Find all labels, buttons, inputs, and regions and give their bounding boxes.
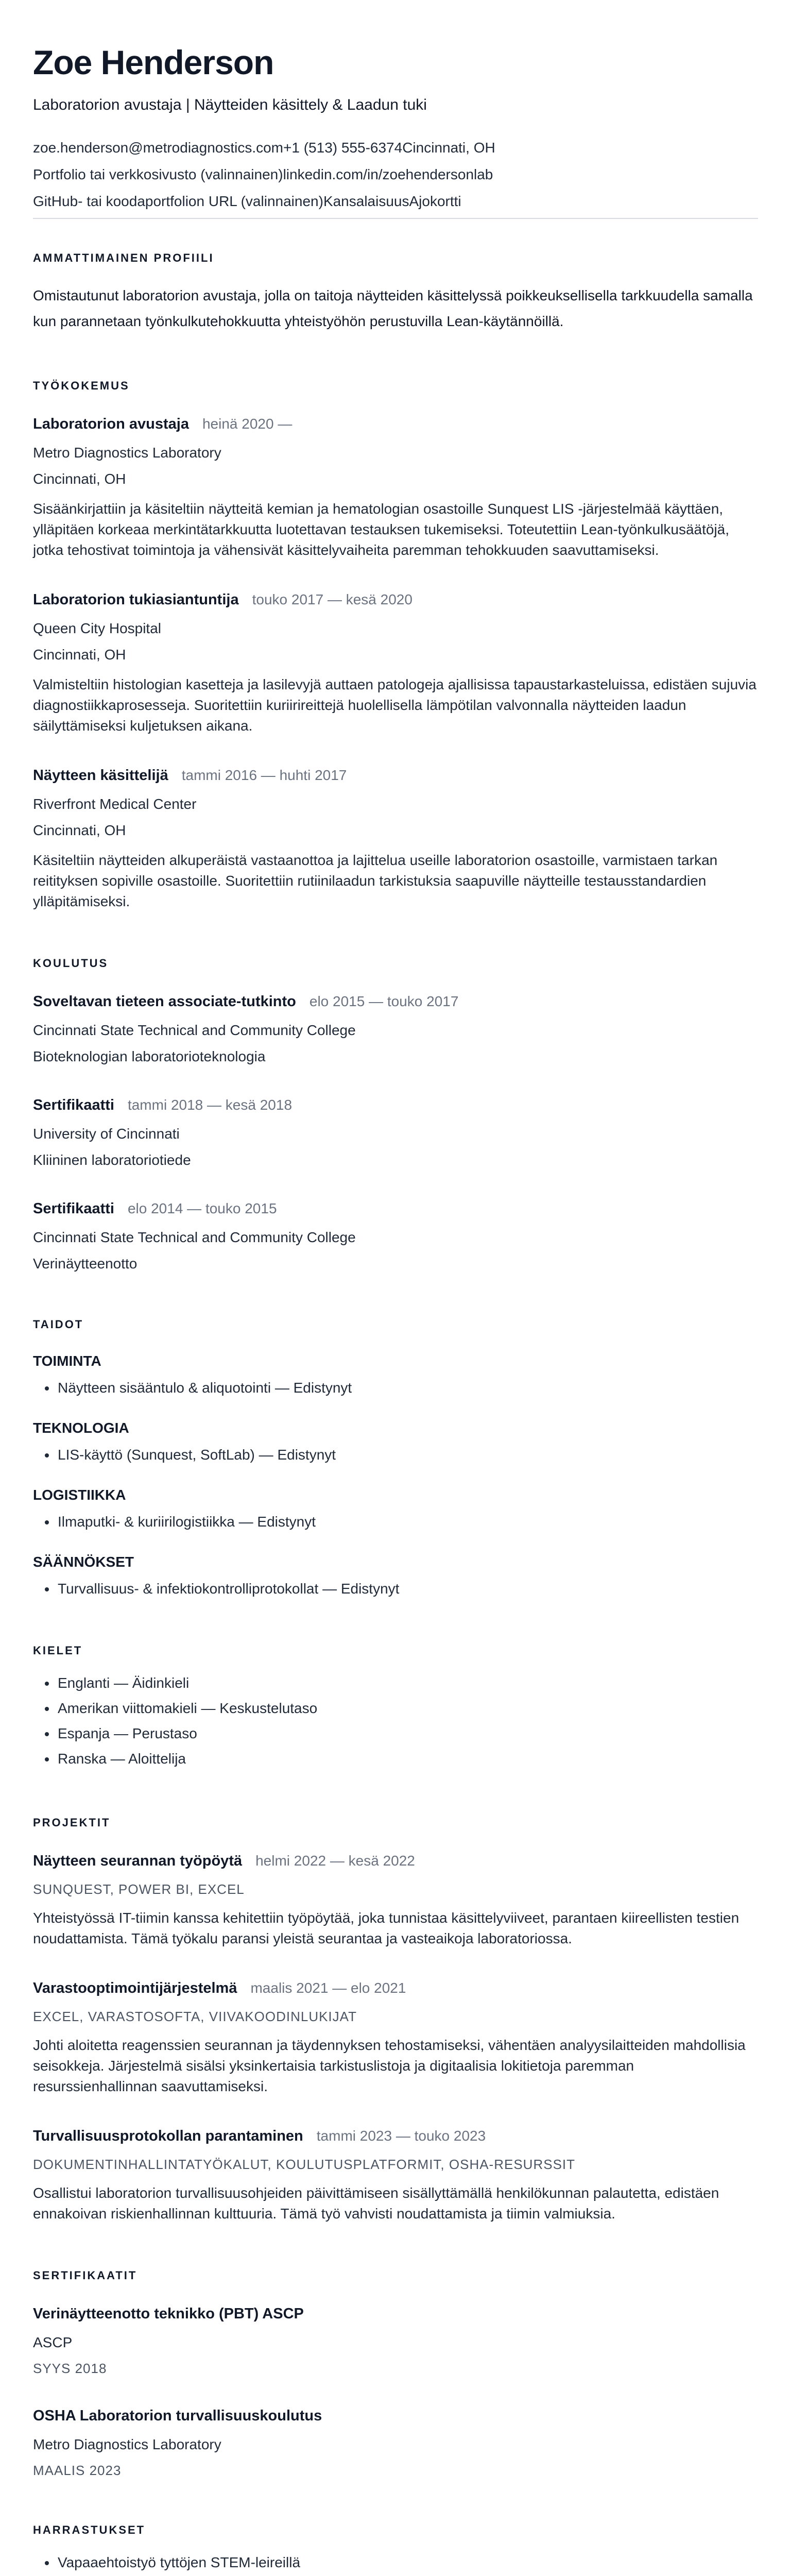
project-item — [33, 1852, 758, 1949]
experience-title-row — [33, 766, 758, 787]
education-title-row — [33, 992, 758, 1013]
github-label: GitHub- tai koodaportfolion URL (valinnainen) — [33, 193, 323, 209]
job-title: Laboratorion avustaja — [33, 416, 189, 433]
certification-date: MAALIS 2023 — [33, 2463, 122, 2479]
section-heading-languages: KIELET — [33, 1643, 83, 1657]
job-description: Käsiteltiin näytteiden alkuperäistä vastaanottoa ja lajittelua useille laboratorion osastoille, varmistaen tarkan reitityksen sopiville osastoille. Suoritettiin rutiinilaadun tarkistuksia saapuville näytteille testausstandardien ylläpitämiseksi. — [33, 852, 718, 910]
contact-line-primary — [33, 134, 758, 161]
certification-title-row — [33, 2406, 758, 2428]
education-item — [33, 992, 758, 1066]
section-profile — [33, 252, 758, 334]
experience-title-row — [33, 415, 758, 436]
certification-item — [33, 2304, 758, 2377]
job-title: Laboratorion tukiasiantuntija — [33, 591, 239, 608]
project-title: Varastooptimointijärjestelmä — [33, 1979, 237, 1996]
skill-category-label: LOGISTIIKKA — [33, 1486, 126, 1503]
contact-block — [33, 134, 758, 215]
job-location: Cincinnati, OH — [33, 471, 126, 487]
skill-item: • Turvallisuus- & infektiokontrolliprotokollat — Edistynyt — [57, 1579, 758, 1599]
project-tools: EXCEL, VARASTOSOFTA, VIIVAKOODINLUKIJAT — [33, 2008, 357, 2024]
language-item: • Ranska — Aloittelija — [57, 1746, 758, 1771]
section-heading-profile: AMMATTIMAINEN PROFIILI — [33, 251, 214, 264]
education-date-range: elo 2015 — touko 2017 — [309, 993, 459, 1010]
certification-org: Metro Diagnostics Laboratory — [33, 2436, 221, 2453]
contact-line-misc — [33, 188, 758, 215]
language-item: • Englanti — Äidinkieli — [57, 1670, 758, 1696]
school-name: University of Cincinnati — [33, 1126, 180, 1142]
skill-category — [33, 1487, 758, 1532]
skill-category-label: TOIMINTA — [33, 1352, 101, 1369]
project-tools: DOKUMENTINHALLINTATYÖKALUT, KOULUTUSPLATFORMIT, OSHA-RESURSSIT — [33, 2156, 576, 2172]
section-experience — [33, 380, 758, 912]
project-title-row — [33, 1979, 758, 2000]
skill-category — [33, 1420, 758, 1465]
field-of-study: Kliininen laboratoriotiede — [33, 1152, 191, 1168]
skill-category — [33, 1353, 758, 1398]
job-headline: Laboratorion avustaja | Näytteiden käsittely & Laadun tuki — [33, 96, 427, 114]
language-item: • Espanja — Perustaso — [57, 1721, 758, 1746]
project-description: Yhteistyössä IT-tiimin kanssa kehitettiin työpöytää, joka tunnistaa käsittelyviiveet, parantaen kiireellisten testien noudattamista. Tämä työkalu paransi yleistä seurantaa ja vasteaikoja laboratoriossa. — [33, 1909, 740, 1946]
section-heading-experience: TYÖKOKEMUS — [33, 379, 130, 392]
skill-category — [33, 1554, 758, 1599]
certification-title: OSHA Laboratorion turvallisuuskoulutus — [33, 2408, 322, 2425]
job-date-range: touko 2017 — kesä 2020 — [252, 591, 412, 608]
degree-title: Soveltavan tieteen associate-tutkinto — [33, 993, 296, 1010]
header-divider — [33, 218, 758, 219]
citizenship-label: Kansalaisuus — [323, 193, 409, 209]
skill-item: • LIS-käyttö (Sunquest, SoftLab) — Edistynyt — [57, 1445, 758, 1465]
section-skills — [33, 1318, 758, 1599]
skill-list — [33, 1579, 758, 1599]
project-title-row — [33, 2127, 758, 2148]
section-heading-skills: TAIDOT — [33, 1318, 84, 1331]
project-description: Osallistui laboratorion turvallisuusohjeiden päivittämiseen sisällyttämällä henkilökunnan palautetta, edistäen ennakoivan riskienhallinnan kulttuuria. Tämä työ vahvisti noudattamista ja tiimin valmiuksia. — [33, 2184, 719, 2222]
job-date-range: heinä 2020 — — [202, 416, 293, 432]
license-label: Ajokortti — [409, 193, 461, 209]
section-hobbies — [33, 2524, 758, 2576]
project-date-range: maalis 2021 — elo 2021 — [250, 1979, 406, 1996]
degree-title: Sertifikaatti — [33, 1097, 114, 1114]
certification-date: SYYS 2018 — [33, 2361, 107, 2377]
section-heading-projects: PROJEKTIT — [33, 1816, 111, 1829]
job-description: Valmisteltiin histologian kasetteja ja lasilevyjä auttaen patologeja ajallisissa tapaustarkasteluissa, edistäen sujuvia diagnostiikkaprosesseja. Suoritettiin kuriirireittejä huolellisella lämpötilan valvonnalla näytteiden laadun säilyttämiseksi kuljetuksen aikana. — [33, 676, 756, 734]
certification-title: Verinäytteenotto teknikko (PBT) ASCP — [33, 2306, 304, 2323]
field-of-study: Bioteknologian laboratorioteknologia — [33, 1048, 266, 1065]
section-heading-education: KOULUTUS — [33, 957, 109, 970]
school-name: Cincinnati State Technical and Community College — [33, 1022, 356, 1039]
website-label: Portfolio tai verkkosivusto (valinnainen) — [33, 166, 283, 182]
experience-item — [33, 415, 758, 561]
experience-item — [33, 590, 758, 736]
education-item — [33, 1096, 758, 1170]
project-title-row — [33, 1852, 758, 1873]
education-date-range: elo 2014 — touko 2015 — [127, 1200, 277, 1217]
language-list — [33, 1670, 758, 1771]
phone-text: +1 (513) 555-6374 — [283, 139, 403, 156]
education-title-row — [33, 1199, 758, 1221]
contact-line-website — [33, 161, 758, 188]
skill-list — [33, 1512, 758, 1532]
hobby-item — [57, 2575, 758, 2576]
skill-item: • Ilmaputki- & kuriirilogistiikka — Edistynyt — [57, 1512, 758, 1532]
field-of-study: Verinäytteenotto — [33, 1256, 137, 1272]
hobby-list — [33, 2550, 758, 2576]
resume-header — [33, 44, 758, 219]
language-item: • Amerikan viittomakieli — Keskustelutaso — [57, 1696, 758, 1721]
job-title: Näytteen käsittelijä — [33, 767, 168, 784]
section-projects — [33, 1817, 758, 2224]
job-description: Sisäänkirjattiin ja käsiteltiin näytteitä kemian ja hematologian osastoille Sunquest LIS -järjestelmää käyttäen, ylläpitäen korkeaa merkintätarkkuutta luotettavan testauksen tukemiseksi. Toteutettiin Lean-työnkulkusäätöjä, jotka tehostivat toimintoja ja vähensivät käsittelyvaiheita paremman tehokkuuden saavuttamiseksi. — [33, 501, 730, 558]
skill-category-label: SÄÄNNÖKSET — [33, 1553, 134, 1570]
certification-item — [33, 2406, 758, 2479]
location-text: Cincinnati, OH — [402, 139, 495, 156]
project-tools: SUNQUEST, POWER BI, EXCEL — [33, 1881, 245, 1897]
job-location: Cincinnati, OH — [33, 822, 126, 839]
email-text: zoe.henderson@metrodiagnostics.com — [33, 139, 284, 156]
education-date-range: tammi 2018 — kesä 2018 — [127, 1097, 293, 1113]
certification-title-row — [33, 2304, 758, 2326]
section-education — [33, 957, 758, 1273]
job-company: Queen City Hospital — [33, 620, 162, 637]
section-heading-hobbies: HARRASTUKSET — [33, 2523, 146, 2537]
project-item — [33, 2127, 758, 2224]
job-company: Riverfront Medical Center — [33, 796, 197, 812]
job-company: Metro Diagnostics Laboratory — [33, 445, 221, 461]
certification-org: ASCP — [33, 2334, 73, 2351]
skill-list — [33, 1378, 758, 1398]
project-description: Johti aloitetta reagenssien seurannan ja täydennyksen tehostamiseksi, vähentäen analyysilaitteiden mahdollisia seisokkeja. Järjestelmä sisälsi yksinkertaisia tarkistuslistoja ja digitaalisia lokitietoja paremman resurssienhallinnan saavuttamiseksi. — [33, 2037, 746, 2094]
education-title-row — [33, 1096, 758, 1117]
skill-item: • Näytteen sisääntulo & aliquotointi — Edistynyt — [57, 1378, 758, 1398]
project-date-range: tammi 2023 — touko 2023 — [316, 2127, 486, 2144]
experience-title-row — [33, 590, 758, 612]
project-date-range: helmi 2022 — kesä 2022 — [255, 1852, 415, 1869]
profile-summary-text: Omistautunut laboratorion avustaja, jolla on taitoja näytteiden käsittelyssä poikkeuksellisella tarkkuudella samalla kun parannetaan työnkulkutehokkuutta yhteistyöhön perustuvilla Lean-käytännöillä. — [33, 287, 753, 329]
page-title: Zoe Henderson — [33, 43, 274, 81]
school-name: Cincinnati State Technical and Community College — [33, 1229, 356, 1246]
education-item — [33, 1199, 758, 1273]
linkedin-url-text: linkedin.com/in/zoehendersonlab — [283, 166, 493, 182]
section-certifications — [33, 2269, 758, 2479]
job-date-range: tammi 2016 — huhti 2017 — [181, 767, 347, 784]
project-item — [33, 1979, 758, 2097]
skill-category-label: TEKNOLOGIA — [33, 1419, 129, 1436]
degree-title: Sertifikaatti — [33, 1200, 114, 1217]
job-location: Cincinnati, OH — [33, 647, 126, 663]
experience-item — [33, 766, 758, 912]
project-title: Näytteen seurannan työpöytä — [33, 1852, 243, 1869]
project-title: Turvallisuusprotokollan parantaminen — [33, 2127, 303, 2144]
section-languages — [33, 1645, 758, 1771]
section-heading-certifications: SERTIFIKAATIT — [33, 2268, 137, 2282]
hobby-item: • Vapaaehtoistyö tyttöjen STEM-leireillä — [57, 2550, 758, 2575]
skill-list — [33, 1445, 758, 1465]
